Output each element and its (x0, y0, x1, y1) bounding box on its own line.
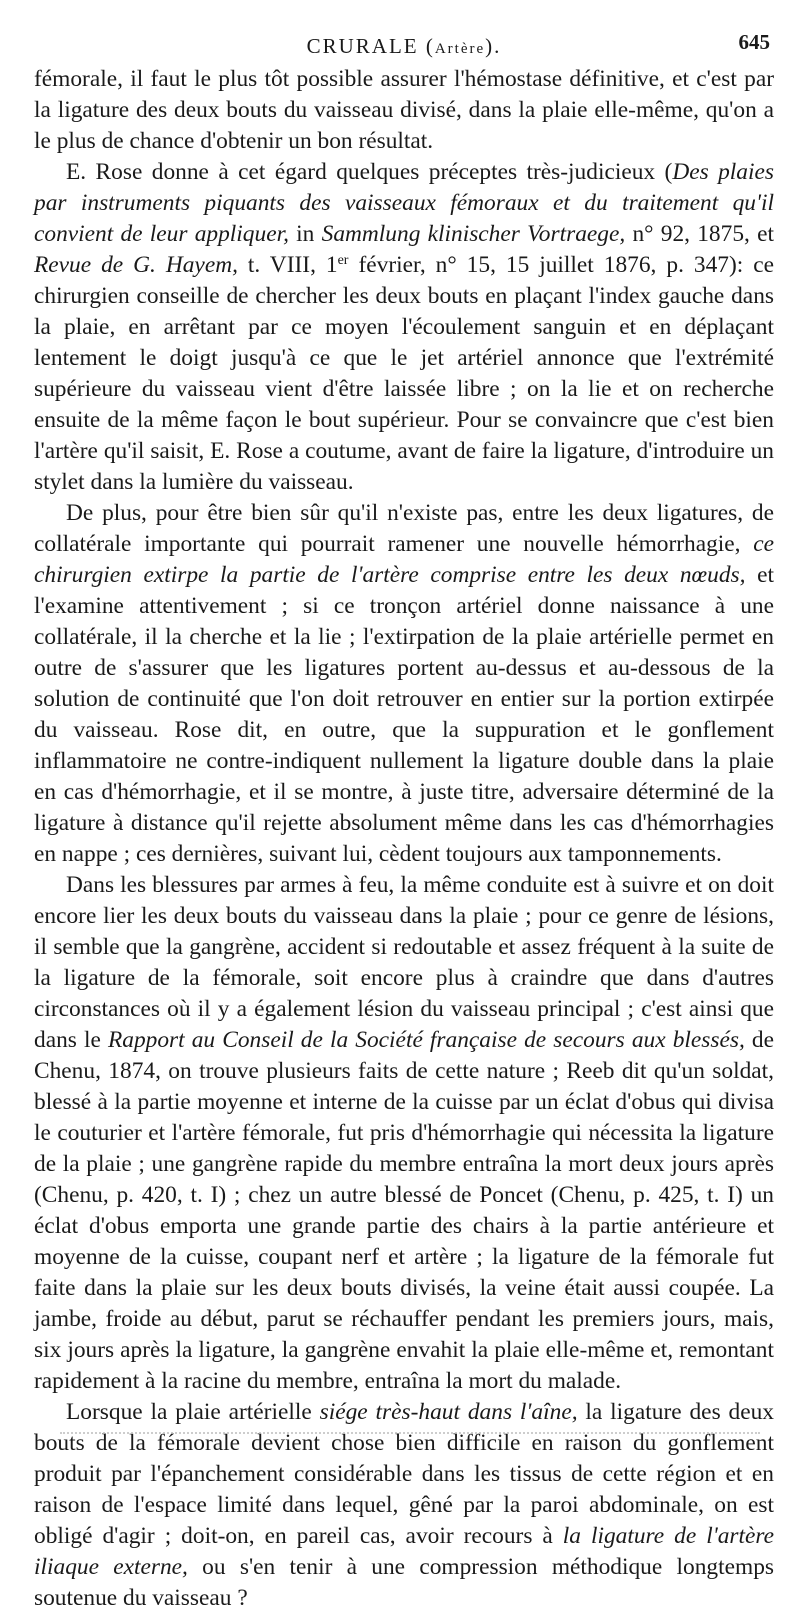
bottom-rule (60, 1432, 760, 1434)
paragraph-5-text-c: la ligature des deux bouts de la fémorale devient chose bien difficile en raison du gonflement produit par l'épanchement considérable dans les tissus de cette région et en raison de l'espace limité dans lequel, gêné par la paroi abdominale, on est obligé d'agir ; doit-on, en pareil cas, avoir recours à (34, 1399, 775, 1549)
paragraph-2-superscript: er (337, 253, 349, 268)
paragraph-3-text-c: et l'examine attentivement ; si ce tronçon artériel donne naissance à une collatérale, il la cherche et la lie ; l'extirpation de la plaie artérielle permet en outre de s'assurer que les ligatures portent au-dessus et au-dessous de la solution de continuité que l'on doit retrouver en entier sur la portion extirpée du vaisseau. Rose dit, en outre, que la suppuration et le gonflement inflammatoire ne contre-indiquent nullement la ligature double dans la plaie en cas d'hémorrhagie, et il se montre, à juste titre, adversaire déterminé de la ligature à distance qu'il rejette absolument même dans les cas d'hémorrhagies en nappe ; ces dernières, suivant lui, cèdent toujours aux tamponnements. (34, 562, 774, 867)
paragraph-2-italic-title: Des plaies par instruments piquants des vaisseaux fémoraux et du traitement qu'il convient de leur appliquer, (34, 159, 774, 247)
paragraph-4-text-c: de Chenu, 1874, on trouve plusieurs faits de cette nature ; Reeb dit qu'un soldat, blessé à la partie moyenne et interne de la cuisse par un éclat d'obus qui divisa le couturier et l'artère fémorale, fut pris d'hémorrhagie qui nécessita la ligature de la plaie ; une gangrène rapide du membre entraîna la mort deux jours après (Chenu, p. 420, t. I) ; chez un autre blessé de Poncet (Chenu, p. 425, t. I) un éclat d'obus emporta une grande partie des chairs à la partie antérieure et moyenne de la cuisse, coupant nerf et artère ; la ligature de la fémorale fut faite dans la plaie sur les deux bouts divisés, la veine était aussi coupée. La jambe, froide au début, parut se réchauffer pendant les premiers jours, mais, six jours après la ligature, la gangrène envahit la plaie elle-même et, remontant rapidement à la racine du membre, entraîna la mort du malade. (34, 1027, 774, 1394)
paragraph-4-italic: Rapport au Conseil de la Société française de secours aux blessés, (107, 1027, 745, 1053)
paragraph-2-text-h: février, n° 15, 15 juillet 1876, p. 347): ce chirurgien conseille de chercher les deux bouts en plaçant l'index gauche dans la plaie, en arrêtant par ce moyen l'écoulement sanguin et en déplaçant lentement le doigt jusqu'à ce que le jet artériel annonce que l'extrémité supérieure du vaisseau vient d'être laissée libre ; on la lie et on recherche ensuite de la même façon le bout supérieur. Pour se convaincre que c'est bien l'artère qu'il saisit, E. Rose a coutume, avant de faire la ligature, d'introduire un stylet dans la lumière du vaisseau. (34, 252, 774, 495)
paragraph-1-text: fémorale, il faut le plus tôt possible assurer l'hémostase définitive, et c'est par la ligature des deux bouts du vaisseau divisé, dans la plaie elle-même, qu'on a le plus de chance d'obtenir un bon résultat. (34, 66, 774, 154)
running-title-smallcaps: Artère (434, 41, 486, 57)
paragraph-5-italic-d: la ligature de l'artère iliaque externe, (34, 1523, 774, 1580)
paragraph-3-italic: ce chirurgien extirpe la partie de l'artère comprise entre les deux nœuds, (34, 531, 774, 588)
paragraph-3-text-a: De plus, pour être bien sûr qu'il n'existe pas, entre les deux ligatures, de collatérale importante qui pourrait ramener une nouvelle hémorrhagie, (34, 500, 774, 557)
paragraph-4-text-a: Dans les blessures par armes à feu, la même conduite est à suivre et on doit encore lier les deux bouts du vaisseau dans la plaie ; pour ce genre de lésions, il semble que la gangrène, accident si redoutable et assez fréquent à la suite de la ligature de la fémorale, soit encore plus à craindre que dans d'autres circonstances où il y a également lésion du vaisseau principal ; c'est ainsi que dans le (34, 872, 774, 1053)
paragraph-3 (34, 498, 774, 870)
paragraph-5-italic-a: siége très-haut dans l'aîne, (319, 1399, 578, 1425)
running-title-main: CRURALE ( (306, 34, 435, 58)
running-head (34, 28, 774, 64)
page-number: 645 (738, 30, 770, 54)
paragraph-4 (34, 870, 774, 1397)
paragraph-2-text-e: n° 92, 1875, et (625, 221, 774, 247)
paragraph-2-text-a: E. Rose donne à cet égard quelques préceptes très-judicieux ( (66, 159, 673, 185)
paragraph-5 (34, 1397, 774, 1614)
paragraph-5-text-e: ou s'en tenir à une compression méthodique longtemps soutenue du vaisseau ? (34, 1554, 774, 1611)
paragraph-5-text-a: Lorsque la plaie artérielle (66, 1399, 320, 1425)
paragraph-2-italic-revue: Revue de G. Hayem, (34, 252, 238, 278)
paragraph-2-italic-journal: Sammlung klinischer Vortraege, (321, 221, 626, 247)
paragraph-2 (34, 157, 774, 498)
paragraph-2-text-c: in (288, 221, 322, 247)
paragraph-2-text-g: t. VIII, 1 (237, 252, 338, 278)
running-title (34, 34, 774, 59)
running-title-end: ). (485, 34, 502, 58)
body-text (34, 64, 774, 1614)
paragraph-1 (34, 64, 774, 157)
